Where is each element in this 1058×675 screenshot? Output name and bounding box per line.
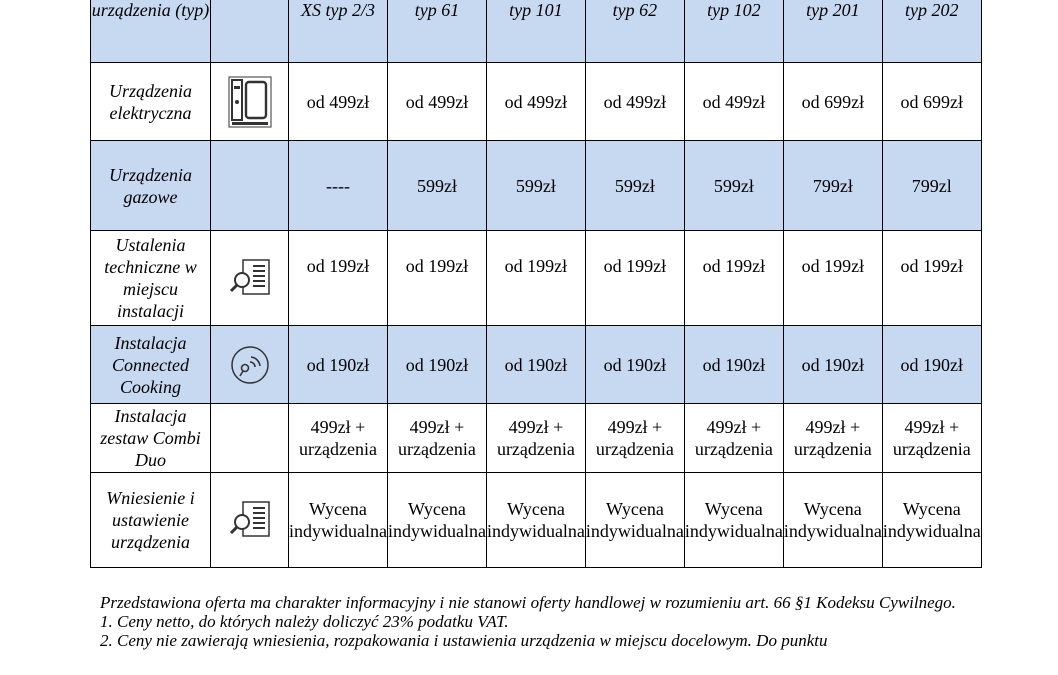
row-icon-cell bbox=[211, 63, 289, 141]
price-cell: od 199zł bbox=[783, 231, 882, 326]
price-cell: od 199zł bbox=[882, 231, 981, 326]
table-header-row bbox=[91, 0, 982, 63]
table-row bbox=[91, 63, 982, 141]
price-cell: Wycena indywidualna bbox=[486, 473, 585, 568]
header-type: typ 61 bbox=[387, 0, 486, 63]
row-label: Instalacja zestaw Combi Duo bbox=[91, 404, 211, 473]
price-cell: Wycena indywidualna bbox=[585, 473, 684, 568]
price-cell: od 190zł bbox=[289, 326, 388, 404]
header-icon-cell bbox=[211, 0, 289, 63]
price-cell: Wycena indywidualna bbox=[289, 473, 388, 568]
document-magnifier-icon bbox=[229, 258, 271, 298]
table-row bbox=[91, 231, 982, 326]
price-cell: od 190zł bbox=[387, 326, 486, 404]
price-cell: 499zł + urządzenia bbox=[684, 404, 783, 473]
price-cell: 499zł + urządzenia bbox=[486, 404, 585, 473]
price-cell: od 190zł bbox=[684, 326, 783, 404]
price-cell: Wycena indywidualna bbox=[882, 473, 981, 568]
row-label: Urządzenia elektryczna bbox=[91, 63, 211, 141]
price-cell: od 190zł bbox=[783, 326, 882, 404]
price-cell: 599zł bbox=[585, 141, 684, 231]
price-cell: od 499zł bbox=[387, 63, 486, 141]
document-magnifier-icon bbox=[229, 500, 271, 540]
row-label: Ustalenia techniczne w miejscu instalacji bbox=[91, 231, 211, 326]
price-cell: 499zł + urządzenia bbox=[783, 404, 882, 473]
price-cell: ---- bbox=[289, 141, 388, 231]
header-type: typ 101 bbox=[486, 0, 585, 63]
price-cell: od 199zł bbox=[585, 231, 684, 326]
header-type: typ 201 bbox=[783, 0, 882, 63]
table-row bbox=[91, 473, 982, 568]
price-cell: 499zł + urządzenia bbox=[387, 404, 486, 473]
price-cell: 599zł bbox=[486, 141, 585, 231]
table-row bbox=[91, 404, 982, 473]
price-cell: od 499zł bbox=[289, 63, 388, 141]
row-icon-cell bbox=[211, 404, 289, 473]
row-icon-cell bbox=[211, 141, 289, 231]
price-cell: 499zł + urządzenia bbox=[289, 404, 388, 473]
price-cell: od 199zł bbox=[684, 231, 783, 326]
table-row bbox=[91, 141, 982, 231]
price-cell: od 499zł bbox=[585, 63, 684, 141]
row-icon-cell bbox=[211, 326, 289, 404]
row-icon-cell bbox=[211, 231, 289, 326]
price-cell: od 499zł bbox=[684, 63, 783, 141]
price-cell: 499zł + urządzenia bbox=[882, 404, 981, 473]
price-cell: od 190zł bbox=[882, 326, 981, 404]
price-cell: 799zl bbox=[882, 141, 981, 231]
table-row bbox=[91, 326, 982, 404]
header-label: urządzenia (typ) bbox=[91, 0, 211, 63]
price-table bbox=[90, 0, 982, 568]
footnotes bbox=[100, 593, 958, 650]
price-cell: od 190zł bbox=[486, 326, 585, 404]
row-label: Instalacja Connected Cooking bbox=[91, 326, 211, 404]
header-type: typ 62 bbox=[585, 0, 684, 63]
price-cell: od 699zł bbox=[783, 63, 882, 141]
price-cell: od 190zł bbox=[585, 326, 684, 404]
price-cell: 799zł bbox=[783, 141, 882, 231]
row-label: Urządzenia gazowe bbox=[91, 141, 211, 231]
price-cell: od 699zł bbox=[882, 63, 981, 141]
price-cell: od 199zł bbox=[289, 231, 388, 326]
price-cell: Wycena indywidualna bbox=[387, 473, 486, 568]
disclaimer-text: Przedstawiona oferta ma charakter informacyjny i nie stanowi oferty handlowej w rozumieniu art. 66 §1 Kodeksu Cywilnego. bbox=[100, 593, 956, 612]
price-cell: 599zł bbox=[684, 141, 783, 231]
price-cell: 599zł bbox=[387, 141, 486, 231]
row-label: Wniesienie i ustawienie urządzenia bbox=[91, 473, 211, 568]
note-vat: 1. Ceny netto, do których należy doliczyć 23% podatku VAT. bbox=[100, 612, 509, 631]
header-type: typ 202 bbox=[882, 0, 981, 63]
note-delivery: 2. Ceny nie zawierają wniesienia, rozpakowania i ustawienia urządzenia w miejscu docelowym. Do punktu bbox=[100, 631, 828, 650]
header-type: typ 102 bbox=[684, 0, 783, 63]
row-icon-cell bbox=[211, 473, 289, 568]
price-cell: od 199zł bbox=[387, 231, 486, 326]
combi-oven-icon bbox=[228, 76, 272, 128]
price-cell: 499zł + urządzenia bbox=[585, 404, 684, 473]
price-cell: od 199zł bbox=[486, 231, 585, 326]
header-type: XS typ 2/3 bbox=[289, 0, 388, 63]
price-cell: Wycena indywidualna bbox=[783, 473, 882, 568]
wifi-key-icon bbox=[230, 345, 270, 385]
price-cell: Wycena indywidualna bbox=[684, 473, 783, 568]
price-cell: od 499zł bbox=[486, 63, 585, 141]
